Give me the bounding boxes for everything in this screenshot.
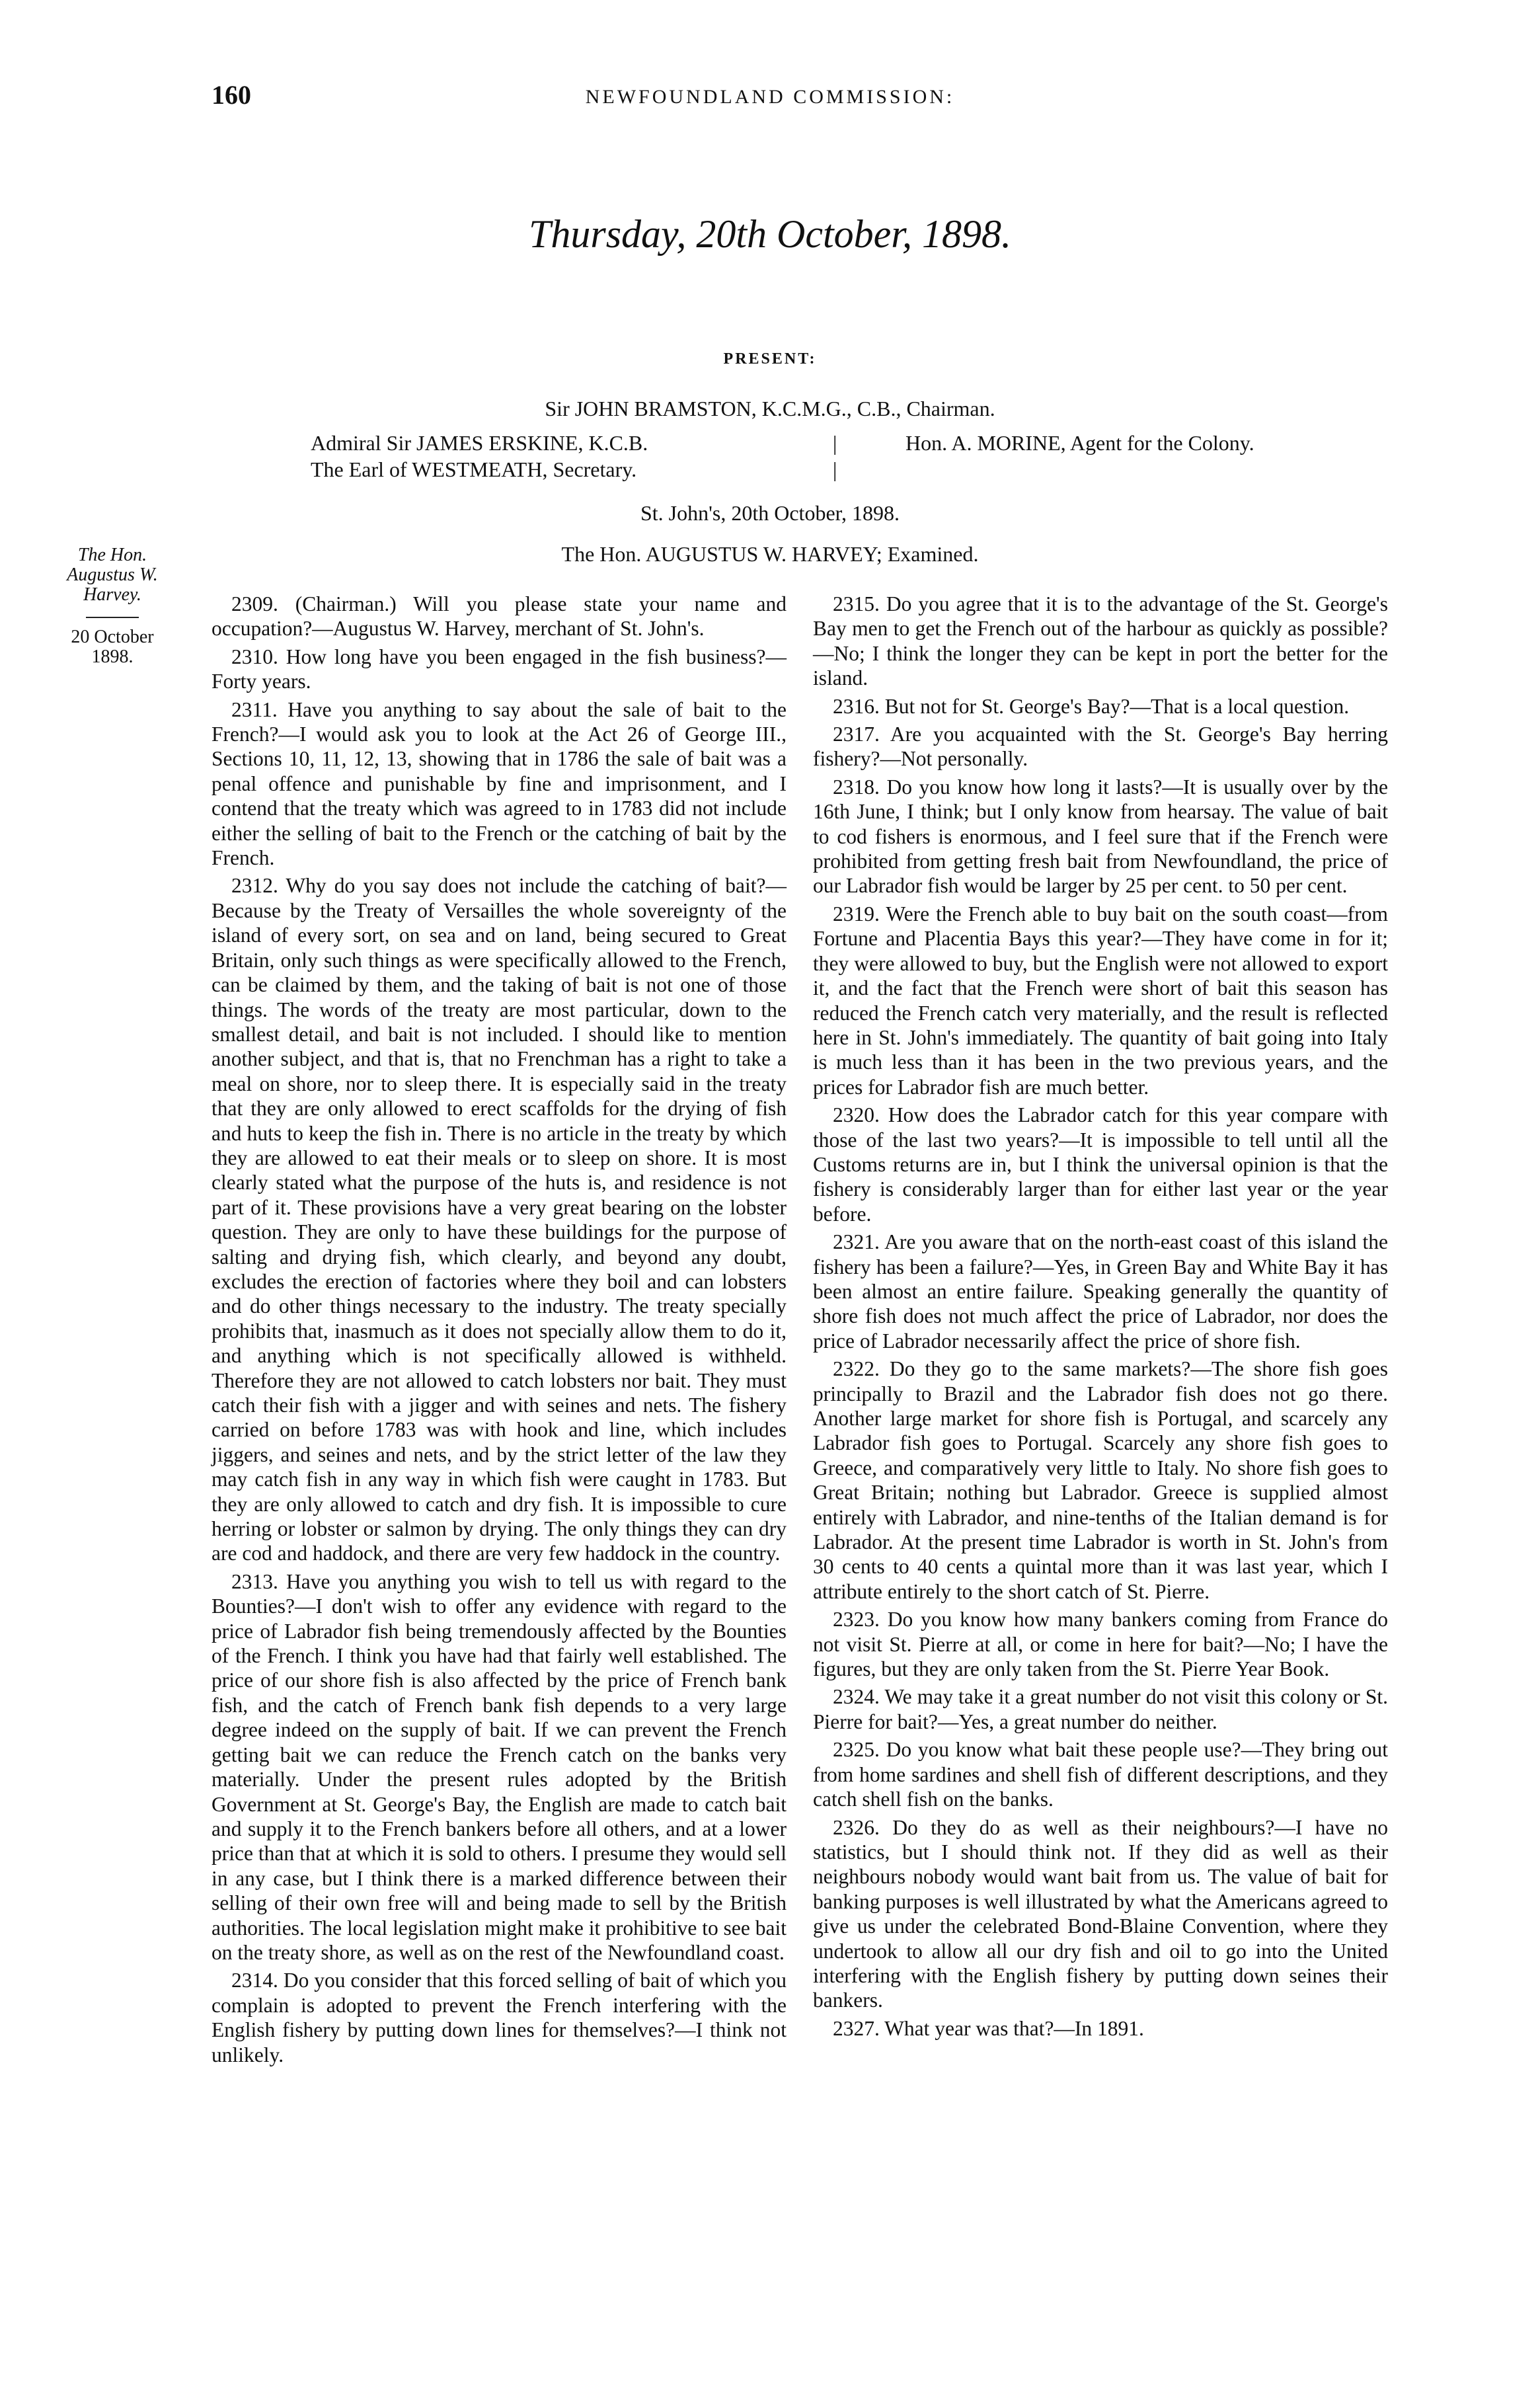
paragraph-2318: 2318. Do you know how long it lasts?—It is usually over by the 16th June, I think; but I only know from hearsay. The value of bait to cod fishers is enormous, and I feel sure that if the French were prohibited from getting fresh bait from Newfoundland, the price of our Labrador fish would be larger by 25 per cent. to 50 per cent. bbox=[813, 775, 1388, 898]
paragraph-2327: 2327. What year was that?—In 1891. bbox=[833, 2016, 1144, 2040]
margin-note bbox=[40, 545, 185, 667]
paragraph-2314: 2314. Do you consider that this forced selling of bait of which you complain is adopted to prevent the French interfering with the English fishery by putting down lines for themselves?—I think not unlikely. bbox=[212, 1969, 787, 2066]
page-number: 160 bbox=[212, 80, 251, 110]
paragraph-2316: 2316. But not for St. George's Bay?—That is a local question. bbox=[833, 694, 1350, 718]
paragraph-2322: 2322. Do they go to the same markets?—The shore fish goes principally to Brazil and the Labrador fish does not go there. Another large market for shore fish is Portugal, and scarcely any Labrador fish goes to Portugal. Scarcely any shore fish goes to Greece, and comparatively very little to Italy. No shore fish goes to Great Britain; nothing but Labrador. Greece is supplied almost entirely with Labrador, and nine-tenths of the Italian demand is for Labrador. At the present time Labrador is worth in St. John's from 30 cents to 40 cents a quintal more than it was last year, which I attribute entirely to the short catch of St. Pierre. bbox=[813, 1357, 1388, 1603]
member-morine: Hon. A. MORINE, Agent for the Colony. bbox=[905, 431, 1254, 455]
paragraph-2309: 2309. (Chairman.) Will you please state your name and occupation?—Augustus W. Harvey, merchant of St. John's. bbox=[212, 592, 787, 641]
margin-date-1: 20 October bbox=[71, 627, 154, 647]
paragraph-2315: 2315. Do you agree that it is to the advantage of the St. George's Bay men to get the French out of the harbour as quickly as possible?—No; I think the longer they can be kept in port the better for the island. bbox=[813, 592, 1388, 690]
witness-line: The Hon. AUGUSTUS W. HARVEY; Examined. bbox=[561, 542, 979, 566]
member-westmeath: The Earl of WESTMEATH, Secretary. bbox=[311, 457, 637, 481]
paragraph-2321: 2321. Are you aware that on the north-east coast of this island the fishery has been a failure?—Yes, in Green Bay and White Bay it has been almost an entire failure. Speaking generally the quantity of shore fish does not much affect the price of Labrador, nor does the price of Labrador necessarily affect the price of shore fish. bbox=[813, 1230, 1388, 1353]
left-column bbox=[212, 592, 787, 2070]
present-label: PRESENT: bbox=[723, 350, 817, 368]
paragraph-2310: 2310. How long have you been engaged in the fish business?—Forty years. bbox=[212, 645, 787, 693]
paragraph-2323: 2323. Do you know how many bankers coming from France do not visit St. Pierre at all, or come in here for bait?—No; I have the figures, but they are only taken from the St. Pierre Year Book. bbox=[813, 1608, 1388, 1681]
paragraph-2312: 2312. Why do you say does not include the catching of bait?—Because by the Treaty of Versailles the whole sovereignty of the island of every sort, on sea and on land, being secured to Great Britain, only such things as were specifically allowed to the French, can be claimed by them, and the taking of bait is not one of those things. The words of the treaty are most particular, down to the smallest detail, and bait is not included. I should like to mention another subject, and that is, that no Frenchman has a right to take a meal on shore, nor to sleep there. It is especially said in the treaty that they are only allowed to erect scaffolds for the drying of fish and huts to keep the fish in. There is no article in the treaty by which they are allowed to eat their meals or to sleep on shore. It is most clearly stated what the purpose of the huts is, and residence is not part of it. These provisions have a very great bearing on the lobster question. They are only to have these buildings for the purpose of salting and drying fish, which clearly, and beyond any doubt, excludes the erection of factories where they boil and can lobsters and do other things necessary to the industry. The treaty specially prohibits that, inasmuch as it does not specially allow them to do it, and anything which is not specifically allowed is withheld. Therefore they are not allowed to catch lobsters nor bait. They must catch their fish with a jigger and with seines and nets. The fishery carried on before 1783 was with hook and line, which includes jiggers, and seines and nets, and by the strict letter of the law they may catch fish in any way in which fish were caught in 1783. But they are only allowed to catch and dry fish. It is impossible to cure herring or lobster or salmon by drying. The only things they can dry are cod and haddock, and there are very few haddock in the country. bbox=[212, 874, 787, 1565]
margin-name-3: Harvey. bbox=[83, 584, 141, 605]
paragraph-2311: 2311. Have you anything to say about the sale of bait to the French?—I would ask you to look at the Act 26 of George III., Sections 10, 11, 12, 13, showing that in 1786 the sale of bait was a penal offence and punishable by fine and imprisonment, and I contend that the treaty which was agreed to in 1783 did not include either the selling of bait to the French or the catching of bait by the French. bbox=[212, 697, 787, 870]
margin-name-2: Augustus W. bbox=[67, 565, 158, 585]
running-head: NEWFOUNDLAND COMMISSION: bbox=[585, 86, 955, 108]
paragraph-2326: 2326. Do they do as well as their neighbours?—I have no statistics, but I should think not. If they did as well as their neighbours nobody would want bait from us. The value of bait for banking purposes is well illustrated by what the Americans agreed to give us under the celebrated Bond-Blaine Convention, where they undertook to allow all our dry fish and oil to go into the United interfering with the English fishery by putting down seines their bankers. bbox=[813, 1815, 1388, 2012]
venue-line: St. John's, 20th October, 1898. bbox=[640, 501, 900, 525]
right-column bbox=[813, 592, 1388, 2044]
margin-rule bbox=[86, 617, 139, 618]
margin-name-1: The Hon. bbox=[77, 545, 147, 565]
members-right bbox=[905, 430, 1254, 456]
member-erskine: Admiral Sir JAMES ERSKINE, K.C.B. bbox=[311, 431, 648, 455]
paragraph-2319: 2319. Were the French able to buy bait on the south coast—from Fortune and Placentia Bays this year?—They have come in for it; they were allowed to buy, but the English were not allowed to export it, and the fact that the French were short of bait this season has reduced the French catch very materially, and the result is reflected here in St. John's immediately. The quantity of bait going into Italy is much less than it has been in the two previous years, and the prices for Labrador fish are much better. bbox=[813, 902, 1388, 1099]
chairman-line: Sir JOHN BRAMSTON, K.C.M.G., C.B., Chairman. bbox=[545, 397, 995, 420]
sitting-date-title: Thursday, 20th October, 1898. bbox=[528, 212, 1012, 256]
paragraph-2313: 2313. Have you anything you wish to tell us with regard to the Bounties?—I don't wish to offer any evidence with regard to the price of Labrador fish being tremendously affected by the Bounties of the French. I think you have had that fairly well established. The price of our shore fish is also affected by the price of French bank fish, and the catch of French bank fish depends to a very large degree indeed on the supply of bait. If we can prevent the French getting bait we can reduce the French catch on the banks very materially. Under the present rules adopted by the British Government at St. George's Bay, the English are made to catch bait and supply it to the French bankers before all others, and at a lower price than that at which it is sold to others. I presume they would sell in any case, but I think there is a marked difference between their selling of their own free will and being made to sell by the British authorities. The local legislation might make it prohibitive to see bait on the treaty shore, as well as on the rest of the Newfoundland coast. bbox=[212, 1569, 787, 1964]
paragraph-2320: 2320. How does the Labrador catch for this year compare with those of the last two years?—It is impossible to tell until all the Customs returns are in, but I think the universal opinion is that the fishery is considerably larger than for either last year or the year before. bbox=[813, 1103, 1388, 1226]
margin-date-2: 1898. bbox=[91, 647, 134, 667]
paragraph-2317: 2317. Are you acquainted with the St. George's Bay herring fishery?—Not personally. bbox=[813, 723, 1388, 771]
paragraph-2325: 2325. Do you know what bait these people use?—They bring out from home sardines and shell fish of different descriptions, and they catch shell fish on the banks. bbox=[813, 1738, 1388, 1811]
brace-divider: | | bbox=[833, 431, 837, 481]
members-left bbox=[311, 430, 813, 483]
paragraph-2324: 2324. We may take it a great number do not visit this colony or St. Pierre for bait?—Yes, a great number do neither. bbox=[813, 1685, 1388, 1733]
